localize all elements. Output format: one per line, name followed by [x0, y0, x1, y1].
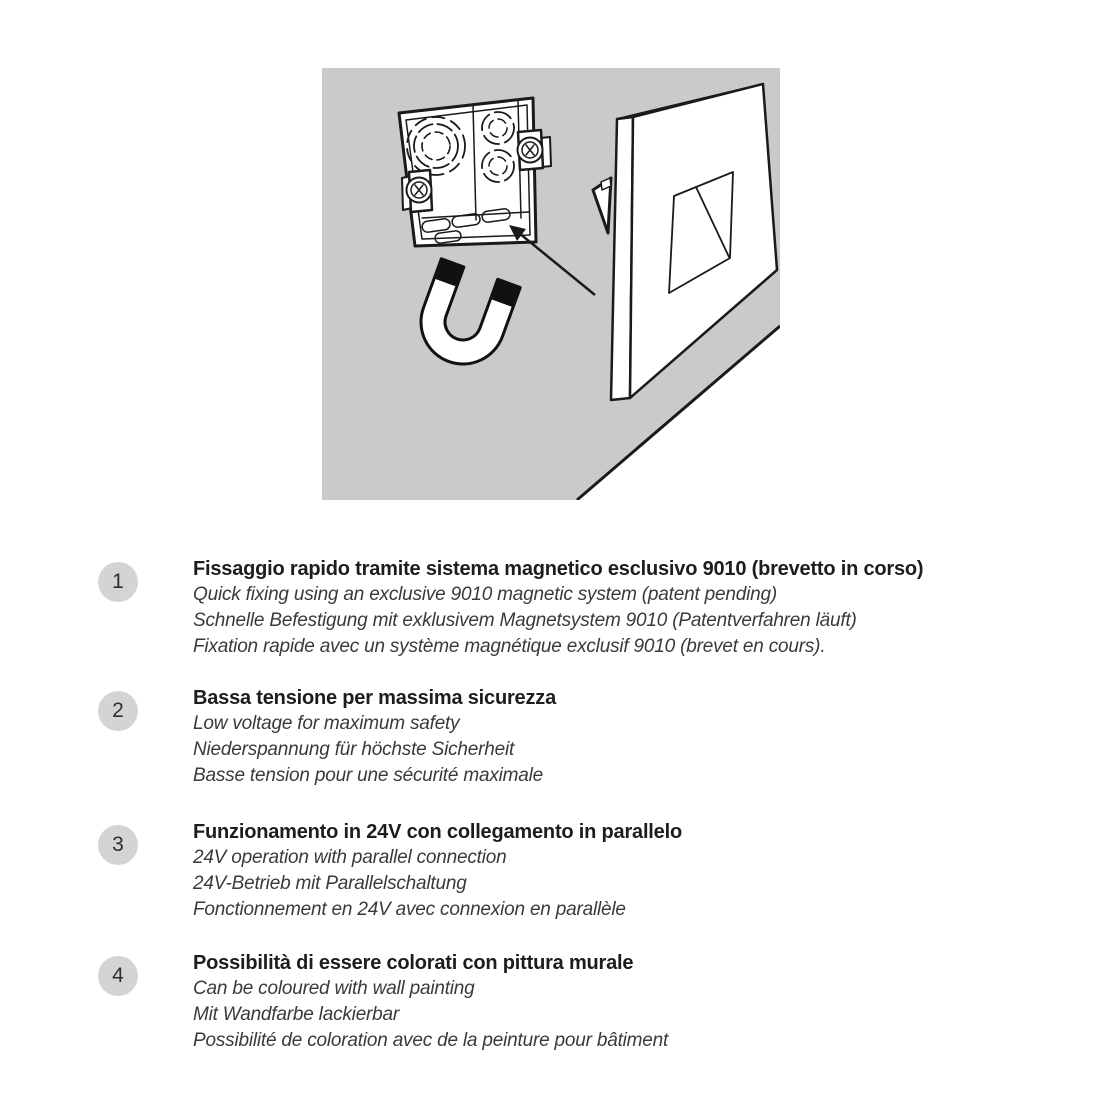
feature-translation-fr: Basse tension pour une sécurité maximale [193, 765, 544, 786]
feature-translation-en: 24V operation with parallel connection [193, 847, 507, 868]
junction-box [399, 98, 551, 246]
feature-translation-fr: Possibilité de coloration avec de la peinture pour bâtiment [193, 1030, 669, 1051]
feature-number-badge: 4 [98, 956, 138, 996]
feature-translation-de: Niederspannung für höchste Sicherheit [193, 739, 515, 760]
feature-item-3 [98, 820, 1058, 923]
feature-item-1 [98, 557, 1058, 660]
feature-text [193, 820, 1058, 923]
feature-text [193, 557, 1058, 660]
feature-title: Bassa tensione per massima sicurezza [193, 687, 556, 709]
feature-translation-de: Schnelle Befestigung mit exklusivem Magnetsystem 9010 (Patentverfahren läuft) [193, 610, 857, 631]
feature-text [193, 951, 1058, 1054]
feature-translation-en: Quick fixing using an exclusive 9010 magnetic system (patent pending) [193, 584, 777, 605]
feature-translation-en: Can be coloured with wall painting [193, 978, 475, 999]
feature-item-4 [98, 951, 1058, 1054]
feature-text [193, 686, 1058, 789]
feature-title: Fissaggio rapido tramite sistema magnetico esclusivo 9010 (brevetto in corso) [193, 558, 924, 580]
mounting-screw-left [402, 170, 432, 212]
feature-translation-de: 24V-Betrieb mit Parallelschaltung [193, 873, 467, 894]
feature-translation-en: Low voltage for maximum safety [193, 713, 460, 734]
feature-number-badge: 2 [98, 691, 138, 731]
feature-translation-fr: Fixation rapide avec un système magnétique exclusif 9010 (brevet en cours). [193, 636, 826, 657]
feature-number-badge: 3 [98, 825, 138, 865]
feature-title: Funzionamento in 24V con collegamento in parallelo [193, 821, 682, 843]
feature-number-badge: 1 [98, 562, 138, 602]
feature-title: Possibilità di essere colorati con pittura murale [193, 952, 634, 974]
feature-translation-fr: Fonctionnement en 24V avec connexion en parallèle [193, 899, 626, 920]
installation-illustration [322, 68, 780, 500]
feature-item-2 [98, 686, 1058, 789]
feature-translation-de: Mit Wandfarbe lackierbar [193, 1004, 400, 1025]
